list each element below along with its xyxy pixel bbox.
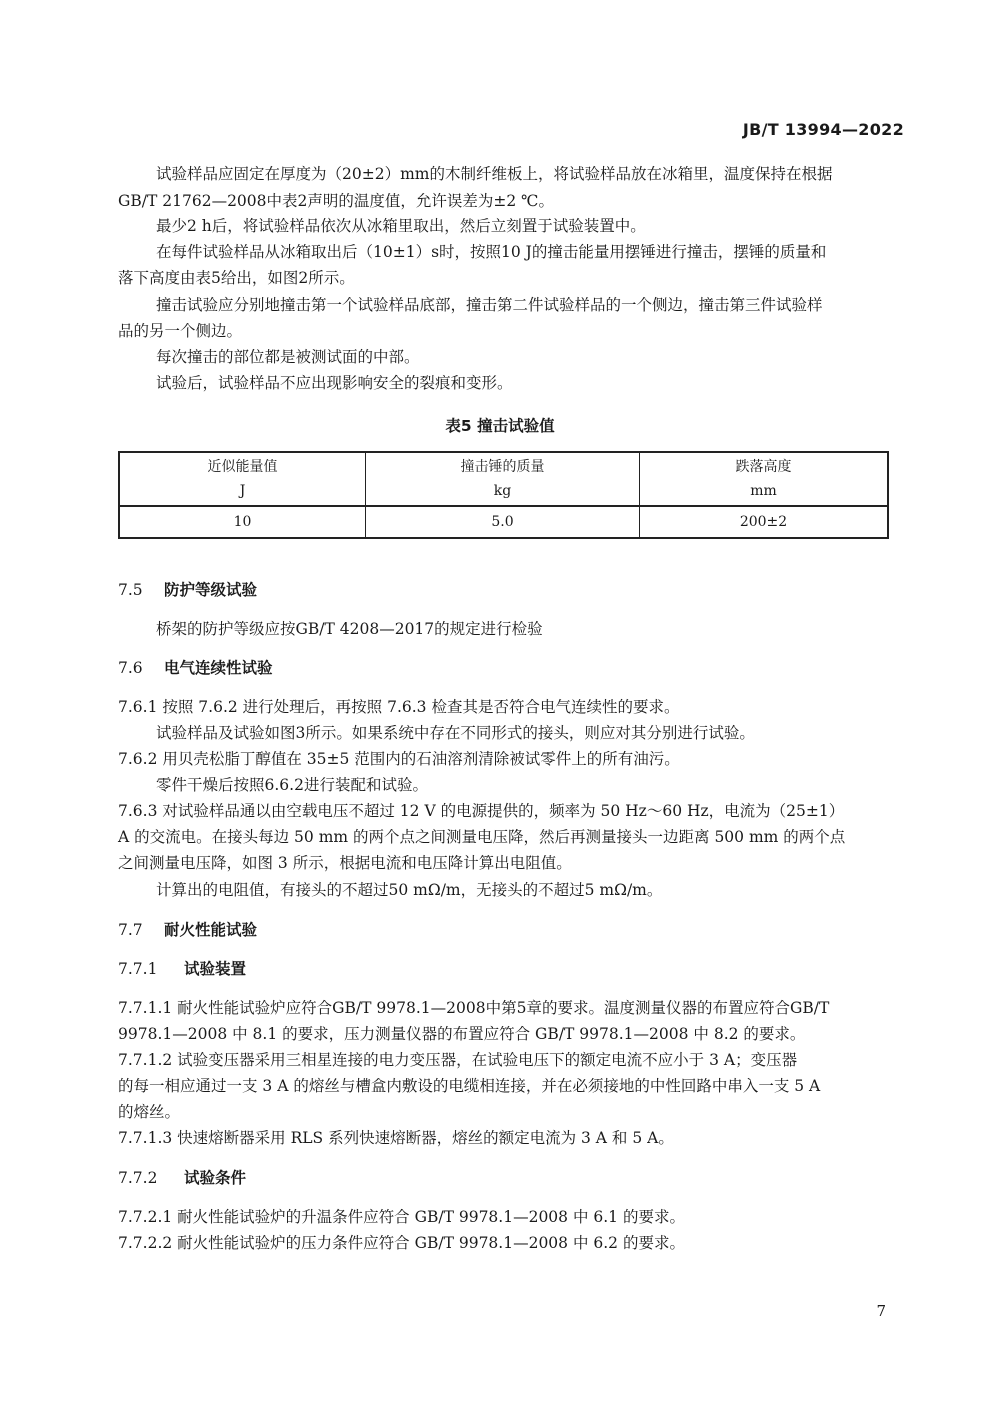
body-line: 7.7.1.2 试验变压器采用三相星连接的电力变压器，在试验电压下的额定电流不应小于 3 A；变压器: [118, 1051, 798, 1069]
body-line: 落下高度由表5给出，如图2所示。: [118, 269, 355, 287]
table-cell: 200±2: [640, 506, 889, 538]
body-line: 9978.1—2008 中 8.1 的要求，压力测量仪器的布置应符合 GB/T 9978.1—2008 中 8.2 的要求。: [118, 1025, 806, 1043]
body-line: 7.6.3 对试验样品通以由空载电压不超过 12 V 的电源提供的，频率为 50 Hz～60 Hz，电流为（25±1）: [118, 802, 845, 820]
table-header-cell: [119, 452, 366, 506]
section-heading-7-7: [118, 920, 906, 940]
body-line: GB/T 21762—2008中表2声明的温度值，允许误差为±2 ℃。: [118, 192, 554, 210]
body-line: 的每一相应通过一支 3 A 的熔丝与槽盒内敷设的电缆相连接，并在必须接地的中性回路中串入一支 5 A: [118, 1077, 821, 1095]
standard-number: JB/T 13994—2022: [742, 120, 904, 139]
section-number: 7.7: [118, 921, 143, 939]
body-line: 每次撞击的部位都是被测试面的中部。: [156, 348, 420, 366]
body-line: 试验样品及试验如图3所示。如果系统中存在不同形式的接头，则应对其分别进行试验。: [156, 724, 755, 742]
page-number: 7: [876, 1302, 886, 1320]
impact-test-table: [118, 451, 889, 539]
body-line: 在每件试验样品从冰箱取出后（10±1）s时，按照10 J的撞击能量用摆锤进行撞击，摆锤的质量和: [156, 243, 827, 261]
table-header-cell: [366, 452, 640, 506]
section-number: 7.6: [118, 659, 143, 677]
body-line: 7.7.1.1 耐火性能试验炉应符合GB/T 9978.1—2008中第5章的要求。温度测量仪器的布置应符合GB/T: [118, 999, 830, 1017]
body-line: 7.6.2 用贝壳松脂丁醇值在 35±5 范围内的石油溶剂清除被试零件上的所有油污。: [118, 750, 680, 768]
body-line: 7.7.2.2 耐火性能试验炉的压力条件应符合 GB/T 9978.1—2008 中 6.2 的要求。: [118, 1234, 685, 1252]
section-number: 7.7.2: [118, 1169, 158, 1187]
header-name: 撞击锤的质量: [460, 459, 545, 475]
body-line: 零件干燥后按照6.6.2进行装配和试验。: [156, 776, 428, 794]
body-line: A 的交流电。在接头每边 50 mm 的两个点之间测量电压降，然后再测量接头一边距离 500 mm 的两个点: [118, 828, 846, 846]
body-line: 品的另一个侧边。: [118, 322, 243, 340]
section-heading-7-7-1: [118, 959, 906, 979]
body-line: 7.7.1.3 快速熔断器采用 RLS 系列快速熔断器，熔丝的额定电流为 3 A 和 5 A。: [118, 1129, 674, 1147]
body-line: 试验样品应固定在厚度为（20±2）mm的木制纤维板上，将试验样品放在冰箱里，温度保持在根据: [156, 165, 833, 183]
body-line: 撞击试验应分别地撞击第一个试验样品底部，撞击第二件试验样品的一个侧边，撞击第三件试验样: [156, 296, 823, 314]
header-name: 跌落高度: [735, 459, 792, 475]
header-unit: kg: [493, 483, 512, 499]
section-number: 7.7.1: [118, 960, 158, 978]
table-row: [119, 506, 888, 538]
header-unit: mm: [750, 483, 777, 499]
header-unit: J: [239, 483, 246, 499]
body-line: 的熔丝。: [118, 1103, 181, 1121]
header-name: 近似能量值: [207, 459, 278, 475]
table-caption: 表5 撞击试验值: [445, 417, 555, 435]
section-title: 试验装置: [184, 960, 247, 978]
body-line: 桥架的防护等级应按GB/T 4208—2017的规定进行检验: [156, 620, 543, 638]
body-line: 7.7.2.1 耐火性能试验炉的升温条件应符合 GB/T 9978.1—2008 中 6.1 的要求。: [118, 1208, 685, 1226]
body-line: 最少2 h后，将试验样品依次从冰箱里取出，然后立刻置于试验装置中。: [156, 217, 646, 235]
section-heading-7-5: [118, 580, 906, 600]
table-header-cell: [640, 452, 889, 506]
body-line: 试验后，试验样品不应出现影响安全的裂痕和变形。: [156, 374, 513, 392]
section-heading-7-6: [118, 658, 906, 678]
body-line: 计算出的电阻值，有接头的不超过50 mΩ/m，无接头的不超过5 mΩ/m。: [156, 881, 663, 899]
body-line: 之间测量电压降，如图 3 所示，根据电流和电压降计算出电阻值。: [118, 854, 572, 872]
section-title: 电气连续性试验: [164, 659, 273, 677]
section-title: 耐火性能试验: [164, 921, 258, 939]
section-heading-7-7-2: [118, 1168, 906, 1188]
table-cell: 5.0: [366, 506, 640, 538]
section-number: 7.5: [118, 581, 143, 599]
table-cell: 10: [119, 506, 366, 538]
section-title: 试验条件: [184, 1169, 247, 1187]
section-title: 防护等级试验: [164, 581, 258, 599]
body-line: 7.6.1 按照 7.6.2 进行处理后，再按照 7.6.3 检查其是否符合电气连续性的要求。: [118, 698, 680, 716]
